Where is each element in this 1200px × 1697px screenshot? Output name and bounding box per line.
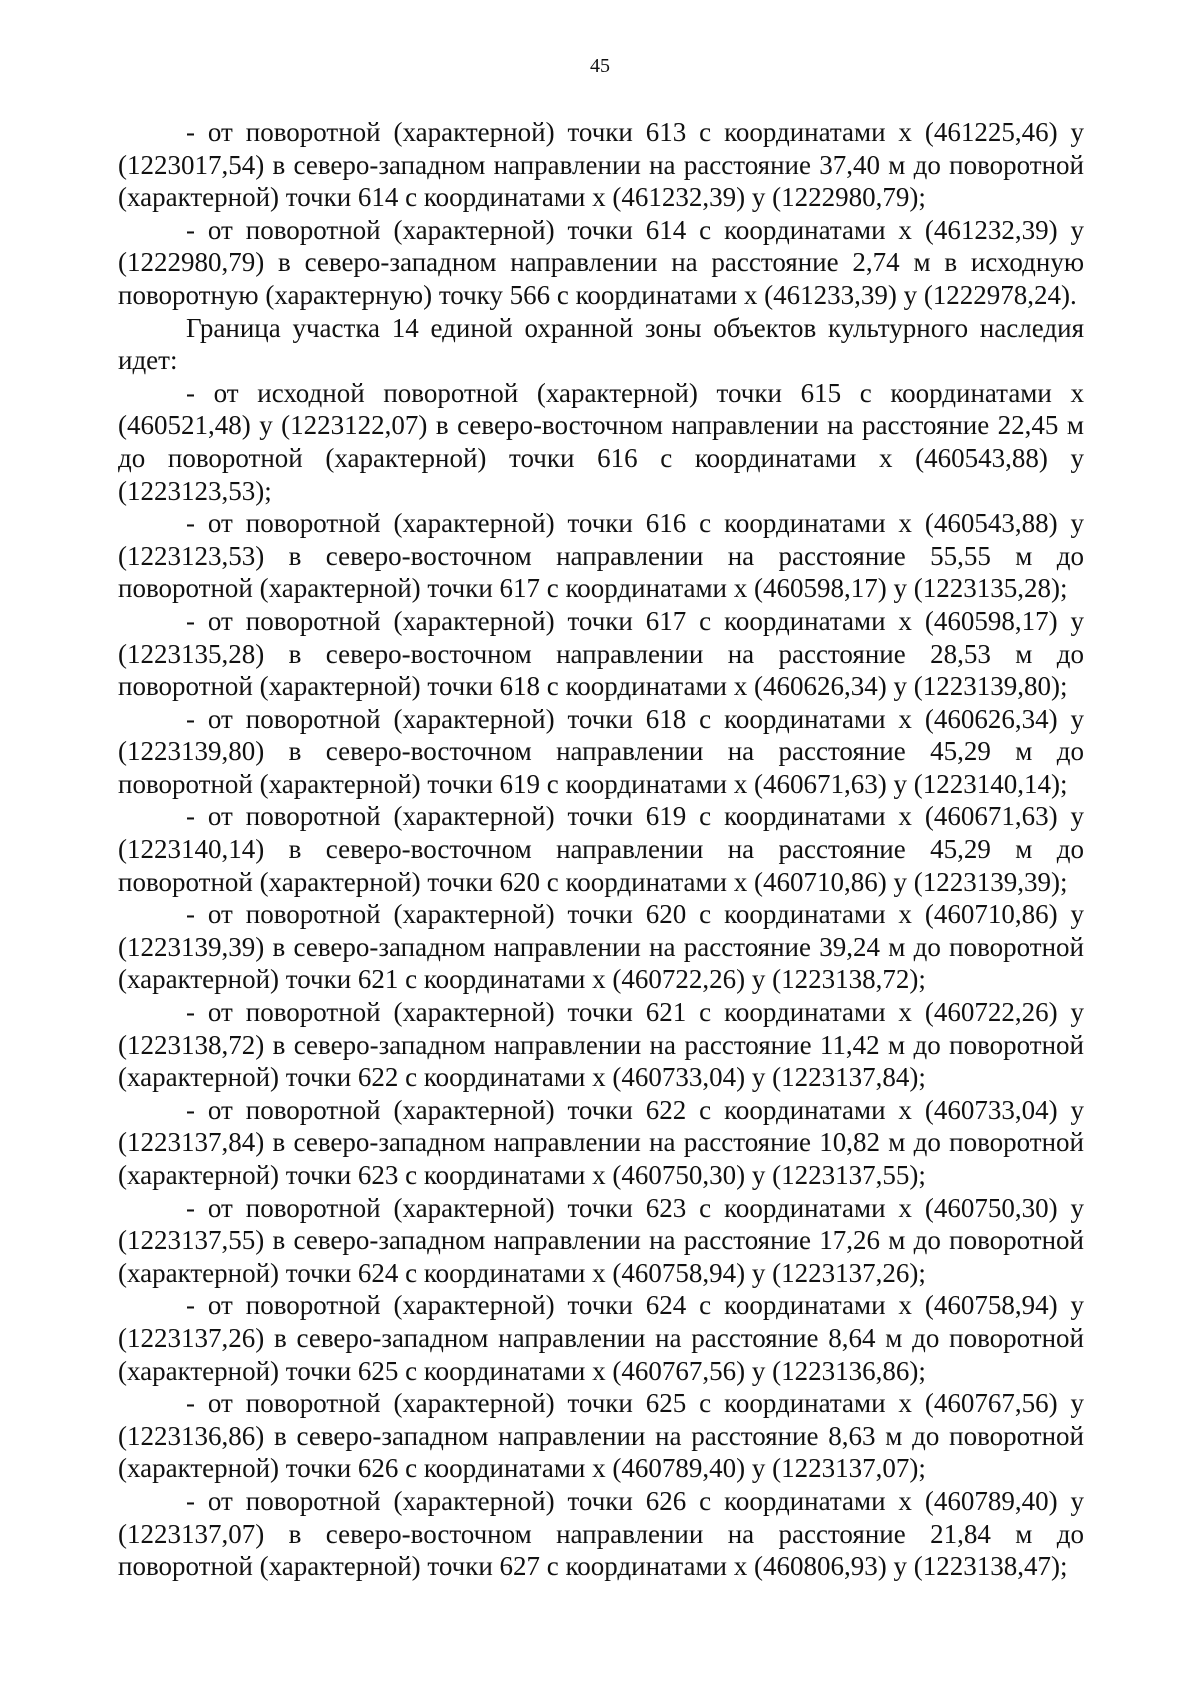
paragraph-point-618: - от поворотной (характерной) точки 618 с координатами x (460626,34) y (1223139,80) в северо-восточном направлении на расстояние 45,29 м до поворотной (характерной) точки 619 с координатами x (460671,63) y (1223140,14); <box>118 703 1084 799</box>
paragraph-point-621: - от поворотной (характерной) точки 621 с координатами x (460722,26) y (1223138,72) в северо-западном направлении на расстояние 11,42 м до поворотной (характерной) точки 622 с координатами x (460733,04) y (1223137,84); <box>118 997 1084 1093</box>
paragraph-section-14-heading: Граница участка 14 единой охранной зоны объектов культурного наследия идет: <box>118 312 1084 376</box>
paragraph-point-623: - от поворотной (характерной) точки 623 с координатами x (460750,30) y (1223137,55) в северо-западном направлении на расстояние 17,26 м до поворотной (характерной) точки 624 с координатами x (460758,94) y (1223137,26); <box>118 1192 1084 1288</box>
paragraph-point-624: - от поворотной (характерной) точки 624 с координатами x (460758,94) y (1223137,26) в северо-западном направлении на расстояние 8,64 м до поворотной (характерной) точки 625 с координатами x (460767,56) y (1223136,86); <box>118 1290 1084 1386</box>
paragraph-point-615: - от исходной поворотной (характерной) точки 615 с координатами x (460521,48) y (1223122,07) в северо-восточном направлении на расстояние 22,45 м до поворотной (характерной) точки 616 с координатами x (460543,88) y (1223123,53); <box>118 377 1084 506</box>
document-body <box>118 116 1084 1583</box>
paragraph-point-616: - от поворотной (характерной) точки 616 с координатами x (460543,88) y (1223123,53) в северо-восточном направлении на расстояние 55,55 м до поворотной (характерной) точки 617 с координатами x (460598,17) y (1223135,28); <box>118 508 1084 604</box>
paragraph-point-619: - от поворотной (характерной) точки 619 с координатами x (460671,63) y (1223140,14) в северо-восточном направлении на расстояние 45,29 м до поворотной (характерной) точки 620 с координатами x (460710,86) y (1223139,39); <box>118 801 1084 897</box>
paragraph-point-617: - от поворотной (характерной) точки 617 с координатами x (460598,17) y (1223135,28) в северо-восточном направлении на расстояние 28,53 м до поворотной (характерной) точки 618 с координатами x (460626,34) y (1223139,80); <box>118 605 1084 702</box>
paragraph-point-625: - от поворотной (характерной) точки 625 с координатами x (460767,56) y (1223136,86) в северо-западном направлении на расстояние 8,63 м до поворотной (характерной) точки 626 с координатами x (460789,40) y (1223137,07); <box>118 1388 1084 1484</box>
paragraph-point-622: - от поворотной (характерной) точки 622 с координатами x (460733,04) y (1223137,84) в северо-западном направлении на расстояние 10,82 м до поворотной (характерной) точки 623 с координатами x (460750,30) y (1223137,55); <box>118 1094 1084 1190</box>
paragraph-point-620: - от поворотной (характерной) точки 620 с координатами x (460710,86) y (1223139,39) в северо-западном направлении на расстояние 39,24 м до поворотной (характерной) точки 621 с координатами x (460722,26) y (1223138,72); <box>118 899 1084 995</box>
paragraph-point-613: - от поворотной (характерной) точки 613 с координатами x (461225,46) y (1223017,54) в северо-западном направлении на расстояние 37,40 м до поворотной (характерной) точки 614 с координатами x (461232,39) y (1222980,79); <box>118 117 1084 213</box>
paragraph-point-626: - от поворотной (характерной) точки 626 с координатами x (460789,40) y (1223137,07) в северо-восточном направлении на расстояние 21,84 м до поворотной (характерной) точки 627 с координатами x (460806,93) y (1223138,47); <box>118 1485 1084 1582</box>
paragraph-point-614: - от поворотной (характерной) точки 614 с координатами x (461232,39) y (1222980,79) в северо-западном направлении на расстояние 2,74 м в исходную поворотную (характерную) точку 566 с координатами x (461233,39) y (1222978,24). <box>118 214 1084 310</box>
page-number: 45 <box>590 55 610 77</box>
